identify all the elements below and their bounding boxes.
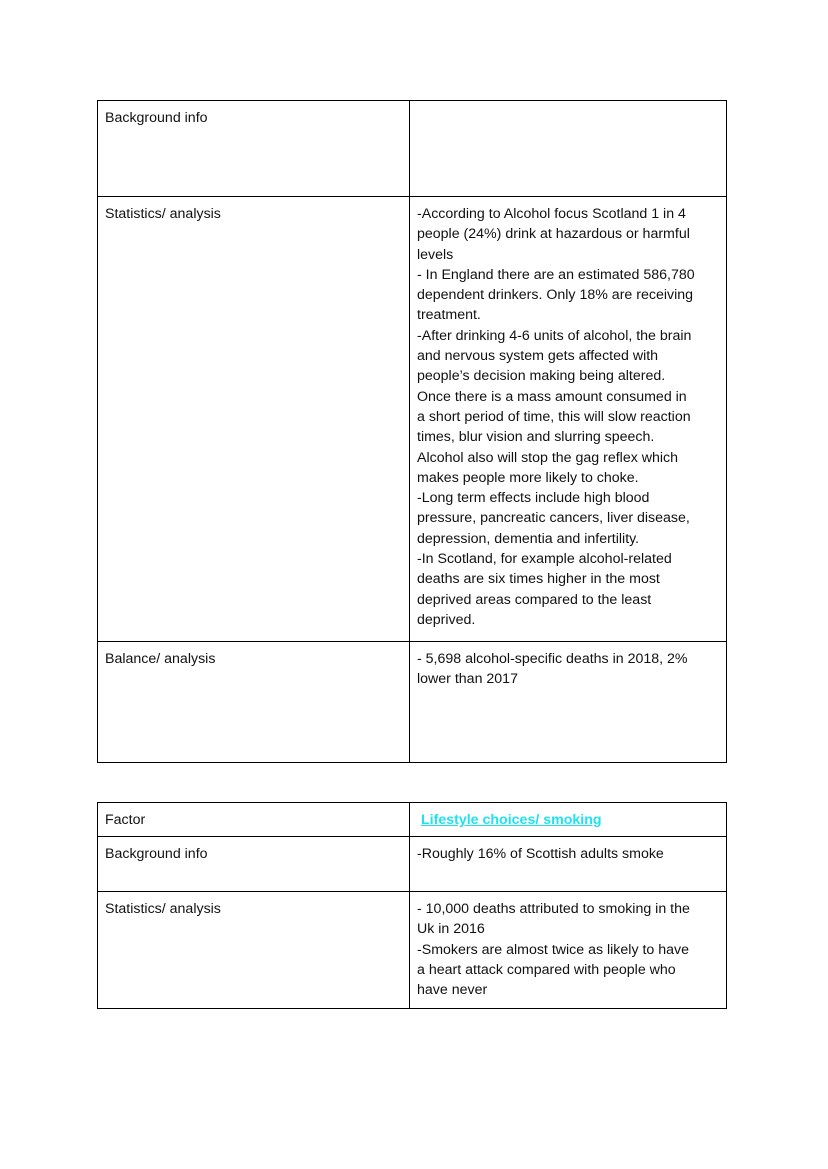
cell-text-line: - 5,698 alcohol-specific deaths in 2018, 2% — [417, 651, 688, 667]
row-value-factor — [410, 803, 727, 837]
cell-text-line: Alcohol also will stop the gag reflex which — [417, 449, 679, 466]
row-label-text: Background info — [105, 110, 208, 126]
cell-text-line: levels — [417, 246, 454, 263]
table-row-balance-analysis — [98, 642, 727, 763]
table-row-background-info — [98, 837, 727, 892]
table-row-statistics-analysis — [98, 197, 727, 642]
cell-text-line: a heart attack compared with people who — [417, 961, 676, 978]
factor-link[interactable]: Lifestyle choices/ smoking — [421, 812, 602, 828]
smoking-factor-table — [97, 802, 727, 1009]
cell-text-line: have never — [417, 982, 488, 999]
cell-text-line: and nervous system gets affected with — [417, 348, 659, 365]
cell-text-line: people’s decision making being altered. — [417, 368, 666, 385]
cell-text-line: deprived. — [417, 611, 476, 628]
row-value-statistics — [410, 197, 727, 642]
cell-text-line: times, blur vision and slurring speech. — [417, 429, 655, 446]
cell-text-line: -After drinking 4-6 units of alcohol, the brain — [417, 327, 692, 344]
row-label-text: Factor — [105, 812, 146, 828]
cell-text-line: a short period of time, this will slow reaction — [417, 408, 691, 425]
table-row-statistics-analysis — [98, 892, 727, 1009]
row-label — [98, 892, 410, 1009]
row-label — [98, 837, 410, 892]
cell-text-line: lower than 2017 — [417, 671, 518, 688]
cell-text-line: - 10,000 deaths attributed to smoking in the — [417, 901, 690, 917]
cell-text-line: depression, dementia and infertility. — [417, 530, 640, 547]
row-label — [98, 642, 410, 763]
row-label — [98, 803, 410, 837]
cell-text-line: dependent drinkers. Only 18% are receiving — [417, 287, 694, 304]
row-value-balance — [410, 642, 727, 763]
cell-text-line: -Smokers are almost twice as likely to have — [417, 941, 690, 958]
cell-text-line: deprived areas compared to the least — [417, 591, 652, 608]
row-label-text: Statistics/ analysis — [105, 206, 221, 222]
cell-text-line: people (24%) drink at hazardous or harmful — [417, 226, 690, 243]
cell-text-line: treatment. — [417, 307, 481, 324]
table-row-factor — [98, 803, 727, 837]
row-label-text: Background info — [105, 846, 208, 862]
cell-text-line: Uk in 2016 — [417, 921, 485, 938]
row-label — [98, 197, 410, 642]
cell-text-line: makes people more likely to choke. — [417, 469, 639, 486]
row-label — [98, 101, 410, 197]
row-label-text: Statistics/ analysis — [105, 901, 221, 917]
cell-text-line: -According to Alcohol focus Scotland 1 in 4 — [417, 206, 686, 222]
cell-text-line: deaths are six times higher in the most — [417, 571, 660, 588]
row-value-statistics — [410, 892, 727, 1009]
cell-text-line: pressure, pancreatic cancers, liver disease, — [417, 510, 690, 527]
alcohol-factor-table — [97, 100, 727, 763]
table-row-background-info — [98, 101, 727, 197]
row-value-background — [410, 837, 727, 892]
row-value-empty — [410, 101, 727, 197]
cell-text-line: - In England there are an estimated 586,780 — [417, 266, 695, 283]
row-label-text: Balance/ analysis — [105, 651, 216, 667]
cell-text-line: -In Scotland, for example alcohol-related — [417, 551, 672, 568]
cell-text-line: -Long term effects include high blood — [417, 490, 650, 507]
cell-text-line: Once there is a mass amount consumed in — [417, 388, 687, 405]
cell-text-line: -Roughly 16% of Scottish adults smoke — [417, 846, 664, 862]
